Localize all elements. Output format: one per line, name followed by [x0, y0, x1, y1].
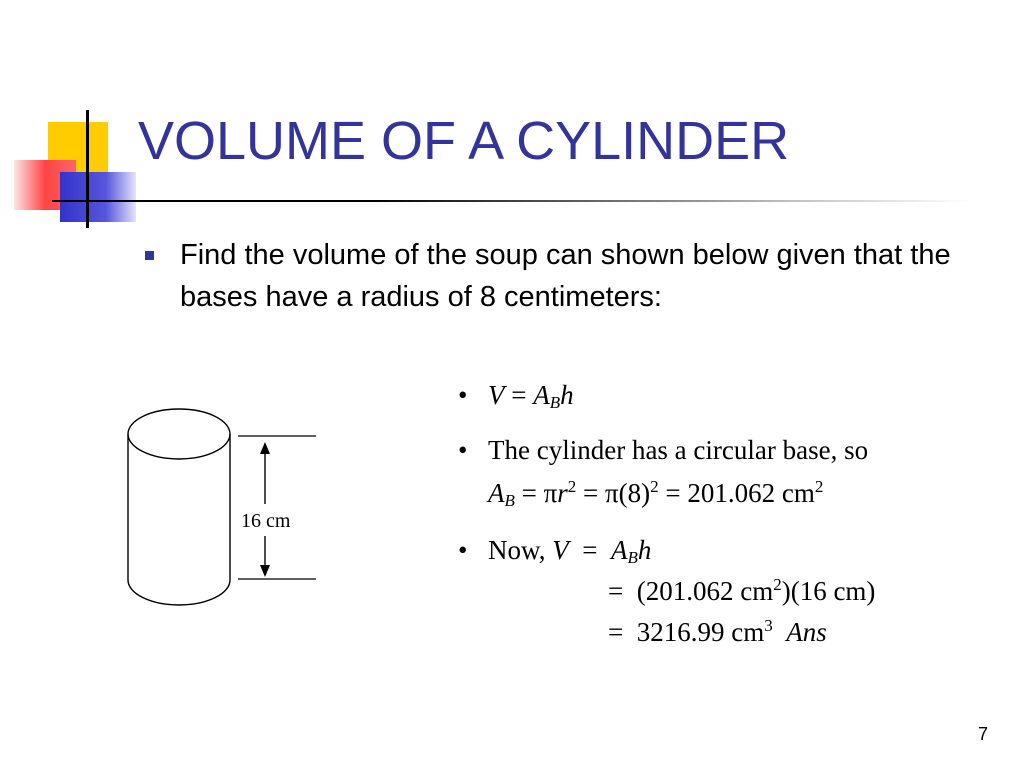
page-number: 7 [978, 724, 989, 744]
equals-pi: = π [514, 478, 558, 508]
decor-blue-square [60, 172, 136, 222]
now-label: Now, [488, 535, 553, 565]
formula-line [458, 380, 574, 412]
var-a: A [533, 380, 550, 410]
exponent: 3 [764, 616, 773, 635]
cylinder-diagram [120, 400, 330, 615]
volume-result [608, 617, 827, 648]
cylinder-top-ellipse [128, 409, 230, 459]
var-h: h [560, 380, 574, 410]
height-label: 16 cm [241, 510, 291, 532]
bullet-square-icon [145, 251, 154, 260]
substitution-value: = (201.062 cm [608, 576, 774, 606]
base-area-value: = 201.062 cm [658, 478, 815, 508]
base-explanation-text: The cylinder has a circular base, so [488, 435, 869, 465]
base-area-calculation [488, 478, 823, 509]
slide-title: VOLUME OF A CYLINDER [138, 111, 790, 171]
var-v: V [488, 380, 505, 410]
exponent: 2 [650, 477, 659, 496]
height-factor: )(16 cm) [781, 576, 876, 606]
exponent: 2 [814, 477, 824, 496]
decor-vertical-line [86, 110, 89, 228]
var-h: h [637, 535, 652, 565]
volume-step-2 [608, 576, 875, 607]
var-v: V [552, 535, 569, 565]
base-explanation-line [458, 435, 869, 466]
equals-sign: = [504, 380, 534, 410]
answer-label: Ans [786, 617, 827, 647]
bullet-dot-icon: • [458, 435, 468, 465]
problem-statement: Find the volume of the soup can shown below given that the bases have a radius of 8 centimeters: [180, 239, 951, 313]
bullet-dot-icon: • [458, 535, 468, 565]
volume-step-1 [458, 535, 652, 567]
subscript-b: B [627, 548, 638, 567]
equals-sign: = [568, 535, 611, 565]
arrow-down-icon [260, 565, 270, 577]
cylinder-bottom-arc [128, 580, 230, 605]
var-r: r [557, 478, 568, 508]
var-a: A [610, 535, 628, 565]
exponent: 2 [773, 575, 782, 594]
exponent: 2 [567, 477, 577, 496]
result-value: = 3216.99 cm [608, 617, 765, 647]
bullet-dot-icon: • [458, 380, 468, 410]
equals-pi-8: = π(8) [576, 478, 651, 508]
title-underline [52, 200, 972, 202]
var-a: A [488, 478, 505, 508]
arrow-up-icon [260, 442, 270, 454]
subscript-b: B [549, 393, 561, 412]
subscript-b: B [504, 491, 515, 510]
